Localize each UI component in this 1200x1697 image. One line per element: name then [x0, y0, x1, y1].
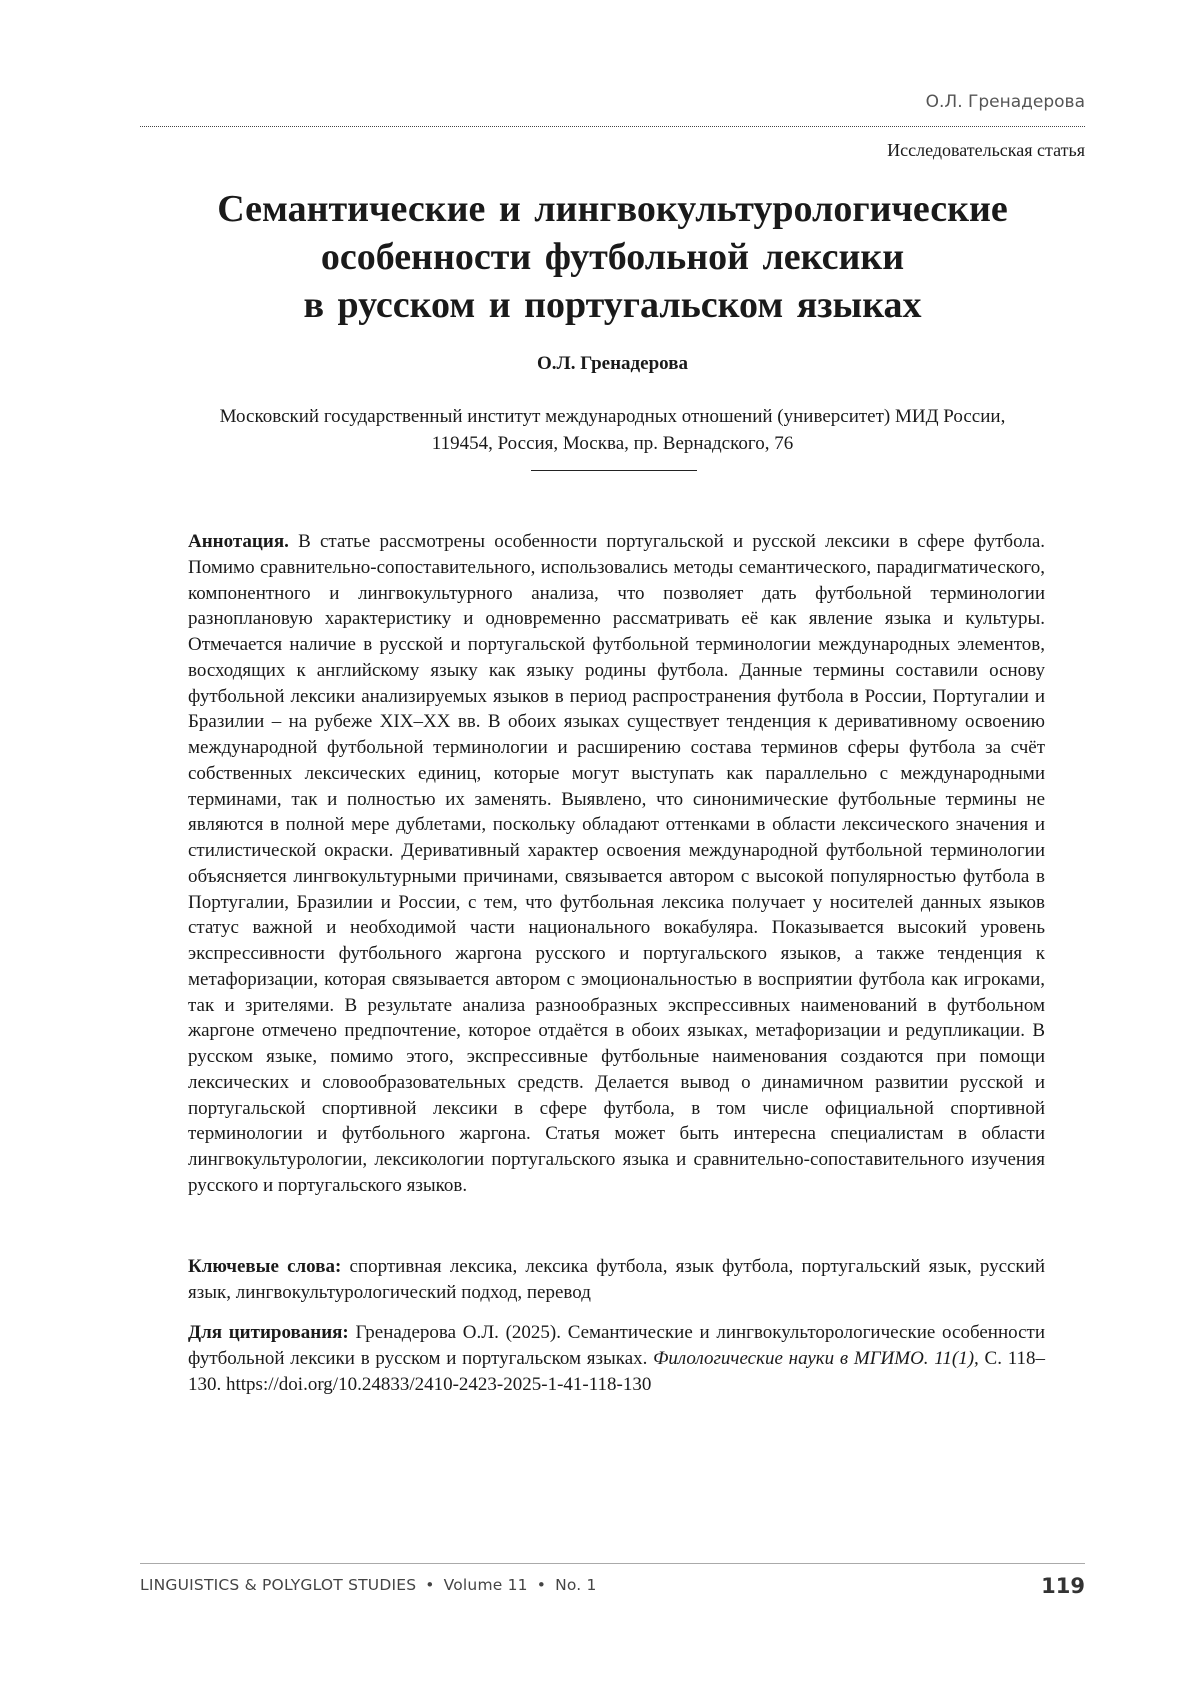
abstract-text: В статье рассмотрены особенности португальской и русской лексики в сфере футбола. Помимо сравнительно-сопоставительного, использовались методы семантического, парадигматического, компонентного и лингвокультурного анализа, что позволяет дать футбольной терминологии разноплановую характеристику и одновременно рассматривать её как явление языка и культуры. Отмечается наличие в русской и португальской футбольной терминологии международных элементов, восходящих к английскому языку как языку родины футбола. Данные термины составили основу футбольной лексики анализируемых языков в период распространения футбола в России, Португалии и Бразилии – на рубеже XIX–XX вв. В обоих языках существует тенденция к деривативному освоению международной футбольной терминологии и расширению состава терминов сферы футбола за счёт собственных лексических единиц, которые могут выступать как параллельно с международными терминами, так и полностью их заменять. Выявлено, что синонимические футбольные термины не являются в полной мере дублетами, поскольку обладают оттенками в области лексического значения и стилистической окраски. Деривативный характер освоения международной футбольной терминологии объясняется лингвокультурными причинами, связывается автором с высокой популярностью футбола в Португалии, Бразилии и России, с тем, что футбольная лексика получает у носителей данных языков статус важной и необходимой части национального вокабуляра. Показывается высокий уровень экспрессивности футбольного жаргона русского и португальского языков, а также тенденция к метафоризации, которая связывается автором с эмоциональностью в восприятии футбола как игроками, так и зрителями. В результате анализа разнообразных экспрессивных наименований в футбольном жаргоне отмечено предпочтение, которое отдаётся в обоих языках, метафоризации и редупликации. В русском языке, помимо этого, экспрессивные футбольные наименования создаются при помощи лексических и словообразовательных средств. Делается вывод о динамичном развитии русской и португальской спортивной лексики в сфере футбола, в том числе официальной спортивной терминологии и футбольного жаргона. Статья может быть интересна специалистам в области лингвокультурологии, лексикологии португальского языка и сравнительно-сопоставительного изучения русского и португальского языков. [188, 531, 1045, 1196]
affiliation [140, 403, 1085, 457]
article-title [140, 185, 1085, 329]
footer-separator: • [536, 1576, 547, 1594]
article-type-label: Исследовательская статья [887, 140, 1085, 160]
keywords-text: спортивная лексика, лексика футбола, язык футбола, португальский язык, русский язык, лингвокультурологический подход, перевод [188, 1256, 1046, 1303]
journal-footer [140, 1576, 597, 1594]
header-divider [140, 126, 1085, 127]
footer-separator: • [425, 1576, 435, 1594]
citation-pages-doi: С. 118–130. https://doi.org/10.24833/2410-2423-2025-1-41-118-130 [188, 1348, 1045, 1395]
keywords-label: Ключевые слова: [188, 1256, 342, 1277]
running-head-author: О.Л. Гренадерова [925, 92, 1085, 112]
citation-label: Для цитирования: [188, 1322, 349, 1343]
title-line-1: Семантические и лингвокультурологические [217, 188, 1008, 230]
title-line-3: в русском и португальском языках [303, 284, 922, 326]
abstract [188, 529, 1045, 1199]
citation [188, 1320, 1045, 1398]
citation-journal: Филологические науки в МГИМО. 11(1), [653, 1348, 979, 1369]
page-number: 119 [1041, 1574, 1085, 1598]
citation-text: Гренадерова О.Л. (2025). Семантические и лингвокульторологические особенности футбольной лексики в русском и португальском языках. [188, 1322, 1046, 1369]
footer-divider [140, 1563, 1085, 1564]
journal-issue: No. 1 [555, 1576, 597, 1594]
journal-name: LINGUISTICS & POLYGLOT STUDIES [140, 1576, 417, 1594]
journal-volume: Volume 11 [443, 1576, 528, 1594]
affiliation-divider [531, 470, 697, 471]
affiliation-line-1: Московский государственный институт международных отношений (университет) МИД России, [219, 406, 1006, 427]
affiliation-line-2: 119454, Россия, Москва, пр. Вернадского, 76 [431, 433, 794, 454]
abstract-label: Аннотация. [188, 531, 289, 552]
title-line-2: особенности футбольной лексики [320, 236, 905, 278]
author-name: О.Л. Гренадерова [537, 353, 688, 374]
keywords [188, 1254, 1045, 1306]
